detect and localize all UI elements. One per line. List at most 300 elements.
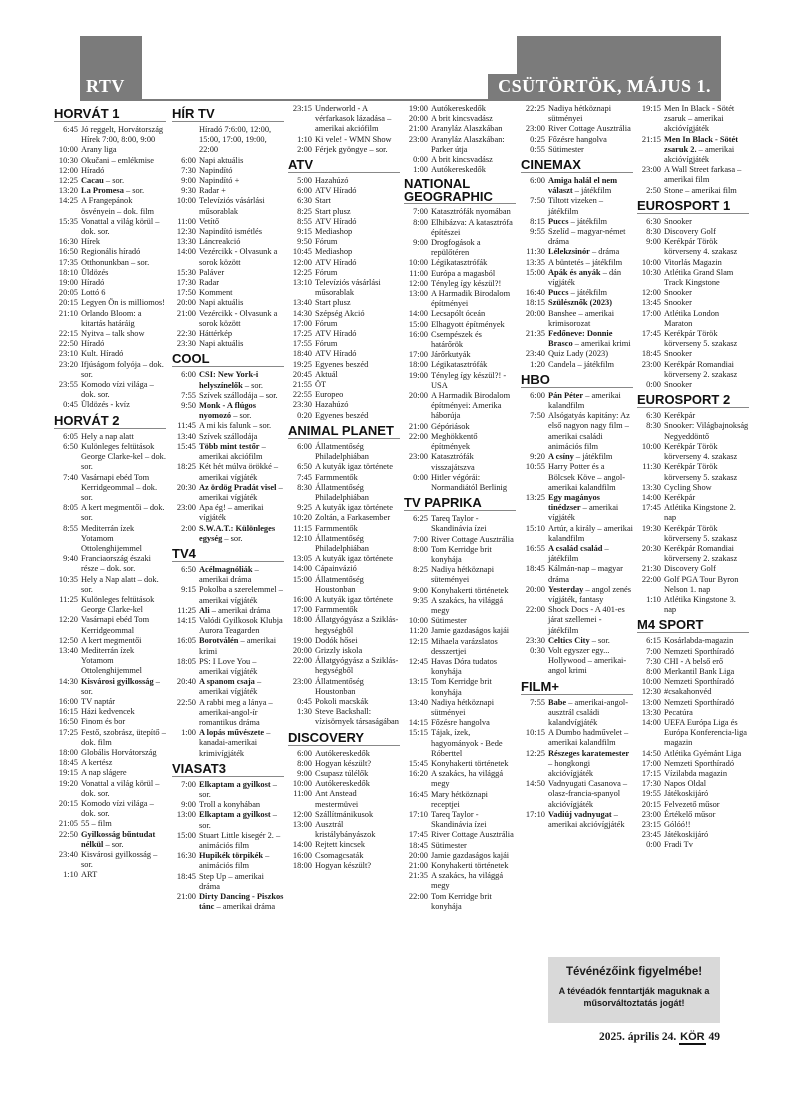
- program-time: 14:00: [408, 309, 428, 319]
- program-time: 8:00: [413, 217, 428, 227]
- program-time: 7:30: [646, 656, 661, 666]
- program-title: Szállítmánikusok: [315, 809, 374, 819]
- program-entry: [172, 391, 284, 401]
- program-title: Szülésznők (2023): [548, 298, 612, 308]
- program-entry: [637, 677, 749, 687]
- program-entry: [521, 309, 633, 329]
- program-title: Több mint testőr – amerikai akciófilm: [199, 441, 266, 462]
- program-time: 14:00: [641, 717, 661, 727]
- program-time: 1:00: [413, 165, 428, 175]
- program-time: 6:30: [646, 216, 661, 226]
- program-title: Értékelő műsor: [664, 809, 716, 819]
- program-time: 9:15: [181, 585, 196, 595]
- program-time: 0:45: [63, 400, 78, 410]
- program-title: Gépóriások: [431, 421, 470, 431]
- program-entry: [404, 514, 516, 534]
- program-title: Hazahúzó: [315, 400, 349, 410]
- program-time: 16:00: [292, 594, 312, 604]
- program-time: 20:00: [408, 114, 428, 124]
- program-title: A büntetés – játékfilm: [548, 257, 623, 267]
- program-time: 22:15: [58, 329, 78, 339]
- program-entry: [637, 575, 749, 595]
- program-time: 1:10: [297, 134, 312, 144]
- program-entry: [521, 462, 633, 493]
- program-time: 11:30: [526, 247, 545, 257]
- program-entry: [404, 309, 516, 319]
- program-title: Gyilkosság bűntudat nélkül – sor.: [81, 829, 156, 849]
- program-time: 23:00: [292, 676, 312, 686]
- program-time: 20:15: [58, 799, 78, 808]
- program-time: 12:00: [408, 278, 428, 288]
- program-time: 18:40: [292, 349, 312, 359]
- program-time: 17:45: [641, 329, 661, 339]
- program-time: 21:35: [525, 329, 545, 339]
- program-entry: [54, 360, 166, 380]
- program-time: 9:25: [297, 503, 312, 513]
- program-time: 18:00: [292, 860, 312, 870]
- program-title: Otthonunkban – sor.: [81, 257, 150, 267]
- header-rule: [80, 99, 721, 101]
- program-title: Csomagcsaták: [315, 850, 364, 860]
- program-title: Komodo vízi világa – dok. sor.: [81, 799, 154, 819]
- program-entry: [288, 298, 400, 308]
- program-title: Troll a konyhában: [199, 800, 261, 810]
- program-title: Kulönleges feltütások George Clarke-kel – dok. sor.: [81, 441, 166, 472]
- program-title: Start: [315, 196, 331, 206]
- program-time: 11:00: [177, 216, 196, 226]
- program-time: 9:00: [646, 237, 661, 247]
- program-time: 7:00: [646, 646, 661, 656]
- program-title: Légikatasztrófák: [431, 360, 488, 370]
- program-title: Radar: [199, 278, 219, 288]
- program-entry: [54, 728, 166, 748]
- program-title: Mediashop: [315, 247, 353, 257]
- program-entry: [54, 473, 166, 504]
- program-entry: [172, 657, 284, 677]
- program-title: Paláver: [199, 267, 225, 277]
- program-entry: [521, 176, 633, 196]
- program-time: 0:55: [530, 144, 545, 154]
- program-time: 9:15: [297, 227, 312, 237]
- program-time: 6:00: [181, 155, 196, 165]
- program-entry: [54, 166, 166, 176]
- program-entry: [404, 165, 516, 175]
- program-entry: [521, 104, 633, 124]
- program-time: 0:00: [646, 380, 661, 390]
- program-entry: [54, 758, 166, 768]
- page-number: 49: [708, 1031, 720, 1043]
- program-entry: [521, 145, 633, 155]
- program-entry: [172, 606, 284, 616]
- program-title: Szépség Akció: [315, 308, 365, 318]
- program-entry: [637, 186, 749, 196]
- program-title: Vízilabda magazin: [664, 768, 728, 778]
- program-entry: [288, 411, 400, 421]
- program-title: Autókereskedők: [315, 779, 370, 789]
- header-right-bar: [517, 36, 721, 74]
- program-entry: [288, 217, 400, 227]
- program-title: Farmmentők: [315, 523, 358, 533]
- program-entry: [288, 145, 400, 155]
- program-title: Fórum: [315, 318, 338, 328]
- program-time: 13:40: [176, 431, 196, 441]
- program-time: 9:20: [530, 452, 545, 462]
- program-time: 13:35: [525, 257, 545, 267]
- program-entry: [54, 176, 166, 186]
- program-time: 22:00: [408, 431, 428, 441]
- program-title: Kerékpár Török körverseny 5. szakasz: [664, 462, 738, 482]
- program-entry: [54, 646, 166, 677]
- program-time: 20:45: [292, 369, 312, 379]
- program-title: ATV Híradó: [315, 186, 357, 196]
- program-entry: [288, 135, 400, 145]
- program-title: Babe – amerikai-angol-ausztrál családi kalandvígjáték: [548, 697, 629, 727]
- program-title: Kisvárosi gyilkosság – sor.: [81, 850, 158, 870]
- program-time: 20:00: [408, 850, 428, 860]
- program-title: Nadiya hétköznapi sütményei: [431, 697, 495, 717]
- program-title: Hírek: [81, 237, 101, 247]
- program-time: 10:00: [176, 196, 196, 206]
- program-entry: [637, 698, 749, 708]
- program-title: Nemzeti Sporthíradó: [664, 646, 735, 656]
- program-title: Dodók hősei: [315, 635, 358, 645]
- program-entry: [54, 768, 166, 778]
- program-title: Légikatasztrófák: [431, 258, 488, 268]
- program-entry: [637, 165, 749, 185]
- channel-heading: HBO: [521, 372, 633, 388]
- program-title: Start plusz: [315, 206, 351, 216]
- program-title: Atlétika Kingstone 2. nap: [664, 503, 736, 523]
- program-title: Meghökkentő építmények: [431, 431, 478, 452]
- program-title: Az ördög Pradát visel – amerikai vígjáték: [199, 482, 283, 502]
- program-time: 7:00: [181, 779, 196, 789]
- program-entry: [172, 677, 284, 697]
- program-title: Orlando Bloom: a kitartás határáig: [81, 308, 142, 328]
- program-title: Egy magányos tinédzser – amerikai vígjáték: [548, 492, 619, 523]
- program-title: Állatmentőség Philadelphiában: [315, 441, 369, 462]
- program-entry: [404, 810, 516, 830]
- program-entry: [54, 554, 166, 574]
- program-entry: [404, 350, 516, 360]
- program-time: 14:30: [58, 676, 78, 686]
- program-entry: [172, 800, 284, 810]
- program-entry: [637, 687, 749, 697]
- program-time: 19:30: [641, 523, 661, 533]
- program-time: 17:00: [292, 605, 312, 615]
- program-title: Komodo vízi világa – dok. sor.: [81, 380, 154, 400]
- program-title: A kutyák igaz története: [315, 554, 393, 564]
- program-entry: [404, 279, 516, 289]
- program-title: A mi kis falunk – sor.: [199, 421, 272, 431]
- program-time: 22:00: [525, 605, 545, 615]
- program-entry: [288, 575, 400, 595]
- program-time: 0:00: [413, 155, 428, 165]
- program-entry: [172, 892, 284, 912]
- program-time: 18:00: [408, 360, 428, 370]
- program-title: Televíziós vásárlási műsorablak: [199, 196, 265, 216]
- program-time: 12:15: [408, 636, 428, 646]
- program-time: 14:25: [58, 196, 78, 206]
- program-time: 21:10: [58, 308, 78, 318]
- program-time: 9:00: [297, 768, 312, 778]
- program-time: 7:30: [181, 165, 196, 175]
- program-title: Sütimester: [431, 616, 467, 626]
- program-time: 7:40: [63, 472, 78, 482]
- program-entry: [404, 657, 516, 677]
- program-title: Fórum: [315, 237, 338, 247]
- program-time: 12:25: [292, 267, 312, 277]
- program-entry: [521, 698, 633, 729]
- program-entry: [637, 830, 749, 840]
- program-entry: [404, 698, 516, 718]
- program-time: 12:30: [176, 227, 196, 237]
- program-title: Fórum: [315, 267, 338, 277]
- program-time: 14:00: [176, 247, 196, 257]
- program-time: 0:30: [530, 645, 545, 655]
- program-entry: [172, 585, 284, 605]
- program-entry: [404, 718, 516, 728]
- program-title: Franciaország északi része – dok. sor.: [81, 554, 151, 574]
- program-entry: [172, 268, 284, 278]
- program-time: 10:00: [292, 779, 312, 789]
- program-title: Hupikék törpikék – animációs film: [199, 851, 270, 871]
- program-time: 9:40: [63, 554, 78, 564]
- program-title: Konyhakerti történetek: [431, 585, 509, 595]
- program-title: Katasztrófák nyomában: [431, 207, 511, 217]
- channel-heading: NATIONAL GEOGRAPHIC: [404, 177, 516, 204]
- schedule-column-4: [404, 104, 516, 912]
- program-entry: [288, 656, 400, 676]
- program-time: 9:50: [181, 401, 196, 411]
- program-time: 12:30: [641, 687, 661, 697]
- program-entry: [172, 872, 284, 892]
- program-entry: [288, 524, 400, 534]
- program-entry: [521, 605, 633, 636]
- program-time: 10:30: [58, 155, 78, 165]
- program-title: Puccs – játékfilm: [548, 216, 608, 226]
- program-entry: [404, 124, 516, 134]
- program-title: Tom Kerridge brit konyhája: [431, 544, 492, 564]
- program-title: Lottó 6: [81, 288, 106, 298]
- program-time: 16:05: [176, 636, 196, 646]
- program-title: Ant Anstead mestermüvei: [315, 789, 359, 809]
- program-title: Nadiya hétköznapi sütményei: [548, 104, 612, 124]
- program-time: 14:50: [525, 779, 545, 789]
- program-title: Hogyan készült?: [315, 758, 372, 768]
- program-entry: [288, 258, 400, 268]
- program-time: 8:55: [297, 216, 312, 226]
- program-time: 22:00: [292, 656, 312, 666]
- program-title: Merkantil Bank Liga: [664, 666, 735, 676]
- program-entry: [54, 156, 166, 166]
- program-entry: [172, 227, 284, 237]
- program-entry: [54, 524, 166, 555]
- program-time: 16:55: [525, 543, 545, 553]
- program-title: Autókereskedők: [315, 748, 370, 758]
- program-entry: [172, 125, 284, 156]
- program-title: Vadiúj vadnyugat – amerikai akcióvígjáték: [548, 809, 625, 829]
- magazine-logo: KÖR: [680, 1031, 705, 1043]
- program-time: 14:00: [641, 492, 661, 502]
- program-time: 8:00: [297, 758, 312, 768]
- schedule-column-2: [172, 104, 284, 912]
- program-title: Főzésre hangolva: [431, 718, 490, 728]
- program-entry: [404, 422, 516, 432]
- program-entry: [288, 789, 400, 809]
- program-entry: [637, 503, 749, 523]
- program-title: Mary hétköznapi receptjei: [431, 789, 488, 809]
- program-title: A Harmadik Birodalom építményei: [431, 289, 511, 309]
- program-time: 17:30: [641, 779, 661, 789]
- program-entry: [521, 524, 633, 544]
- program-time: 13:45: [641, 298, 661, 308]
- program-time: 20:00: [292, 645, 312, 655]
- program-entry: [404, 841, 516, 851]
- program-title: Cacau – sor.: [81, 176, 125, 186]
- program-time: 11:25: [59, 594, 78, 604]
- program-title: Underworld - A vérfarkasok lázadása – amerikai akciófilm: [315, 104, 392, 134]
- program-title: Híradó 7:6:00, 12:00, 15:00, 17:00, 19:00, 22:00: [199, 125, 272, 155]
- program-entry: [288, 370, 400, 380]
- program-entry: [637, 564, 749, 574]
- program-time: 23:30: [292, 400, 312, 410]
- program-title: Jamie gazdaságos kajái: [431, 626, 510, 636]
- program-time: 6:00: [530, 390, 545, 400]
- program-entry: [637, 769, 749, 779]
- program-entry: [54, 258, 166, 268]
- program-title: Híradó: [81, 339, 105, 349]
- program-title: Kerékpár Török körverseny 5. szakasz: [664, 523, 738, 543]
- program-entry: [288, 462, 400, 472]
- program-entry: [521, 227, 633, 247]
- program-entry: [54, 217, 166, 237]
- channel-heading: COOL: [172, 351, 284, 367]
- program-title: Borotválén – amerikai krimi: [199, 636, 277, 656]
- program-entry: [288, 196, 400, 206]
- program-entry: [404, 258, 516, 268]
- program-entry: [54, 349, 166, 359]
- program-time: 8:05: [63, 503, 78, 513]
- program-title: Festő, szobrász, ütepítő – dok. film: [81, 727, 166, 747]
- program-time: 11:20: [409, 626, 428, 636]
- program-title: Hírek 7:00, 8:00, 9:00: [81, 135, 156, 145]
- program-entry: [54, 339, 166, 349]
- program-title: Autókereskedők: [431, 165, 486, 175]
- program-title: Autókereskedők: [431, 104, 486, 113]
- program-title: Nemzeti Sporthíradó: [664, 758, 735, 768]
- date-heading: CSÜTÖRTÖK, MÁJUS 1.: [488, 74, 721, 100]
- program-time: 17:25: [292, 329, 312, 339]
- program-time: 23:30: [525, 635, 545, 645]
- program-title: Vasárnapi ebéd Tom Kerridgeommal: [81, 615, 150, 635]
- program-time: 23:45: [641, 830, 661, 840]
- program-entry: [288, 227, 400, 237]
- program-time: 19:25: [292, 359, 312, 369]
- program-time: 7:00: [413, 207, 428, 217]
- program-title: Havas Dóra tudatos konyhája: [431, 656, 498, 677]
- program-time: 12:10: [292, 533, 312, 543]
- program-entry: [172, 237, 284, 247]
- program-time: 19:00: [292, 635, 312, 645]
- program-title: Mediterrán ízek Yotamom Ottolenghijemmel: [81, 645, 142, 676]
- program-time: 22:30: [176, 329, 196, 339]
- program-time: 1:00: [181, 728, 196, 738]
- program-time: 6:45: [63, 125, 78, 134]
- program-time: 21:00: [408, 124, 428, 134]
- program-title: Finom és bor: [81, 717, 126, 727]
- program-entry: [54, 819, 166, 829]
- program-time: 22:00: [641, 574, 661, 584]
- program-entry: [637, 298, 749, 308]
- program-time: 1:20: [530, 359, 545, 369]
- program-title: Vadnyugati Casanova – olasz-francia-spanyol akcióvígjáték: [548, 779, 628, 809]
- program-title: A spanom csaja – amerikai vígjáték: [199, 677, 262, 697]
- program-time: 6:00: [530, 176, 545, 186]
- program-entry: [404, 677, 516, 697]
- program-time: 23:00: [176, 503, 196, 513]
- program-title: Vonattal a világ körül – dok. sor.: [81, 216, 160, 237]
- program-time: 18:05: [176, 656, 196, 666]
- program-title: Részeges karatemester – hongkongi akcióvígjáték: [548, 748, 630, 778]
- program-time: 19:00: [408, 370, 428, 380]
- program-title: Állatgyógyász a Sziklás-hegységből: [315, 656, 399, 676]
- program-time: 23:00: [525, 124, 545, 134]
- program-title: Aranyláz Alaszkában: Parker útja: [431, 134, 505, 154]
- program-entry: [288, 483, 400, 503]
- program-time: 6:50: [297, 462, 312, 472]
- program-time: 8:30: [646, 421, 661, 431]
- program-title: Szívek szállodája: [199, 431, 258, 441]
- program-title: Konyhakerti történetek: [431, 861, 509, 871]
- program-title: Tareq Taylor - Skandinávia ízei: [431, 810, 487, 830]
- program-title: S.W.A.T.: Különleges egység – sor.: [199, 523, 276, 543]
- program-time: 17:50: [176, 288, 196, 298]
- program-title: Atlétika London Maraton: [664, 308, 720, 328]
- program-entry: [54, 432, 166, 442]
- program-entry: [637, 421, 749, 441]
- channel-heading: EUROSPORT 1: [637, 198, 749, 214]
- program-title: Acélmagnóliák – amerikai dráma: [199, 564, 259, 585]
- program-time: 10:00: [641, 257, 661, 267]
- program-title: Állatmentőség Philadelphiában: [315, 533, 369, 553]
- program-title: Elkaptam a gyilkost – sor.: [199, 779, 277, 799]
- program-title: Komment: [199, 288, 233, 298]
- program-time: 18:00: [58, 747, 78, 757]
- program-entry: [521, 452, 633, 462]
- program-time: 14:00: [292, 564, 312, 574]
- program-title: Snooker: [664, 349, 692, 359]
- program-time: 22:00: [408, 891, 428, 901]
- program-title: Kerékpár: [664, 492, 696, 502]
- program-title: ATV Híradó: [315, 257, 357, 267]
- program-entry: [404, 207, 516, 217]
- program-entry: [637, 329, 749, 349]
- schedule-column-1: [54, 104, 166, 881]
- program-time: 11:00: [293, 789, 312, 799]
- program-title: PS: I Love You – amerikai vígjáték: [199, 656, 258, 676]
- program-time: 9:00: [181, 176, 196, 186]
- program-title: Kerékpár Romandiai körverseny 2. szakasz: [664, 543, 738, 564]
- program-time: 12:20: [58, 615, 78, 625]
- program-entry: [521, 329, 633, 349]
- program-time: 21:00: [408, 861, 428, 871]
- program-title: Tényleg így készül?!: [431, 278, 502, 288]
- program-time: 20:05: [58, 288, 78, 298]
- program-title: UEFA Európa Liga és Európa Konferencia-liga magazin: [664, 717, 748, 748]
- program-time: 6:30: [646, 411, 661, 421]
- program-title: ART: [81, 870, 98, 880]
- program-time: 0:00: [413, 472, 428, 482]
